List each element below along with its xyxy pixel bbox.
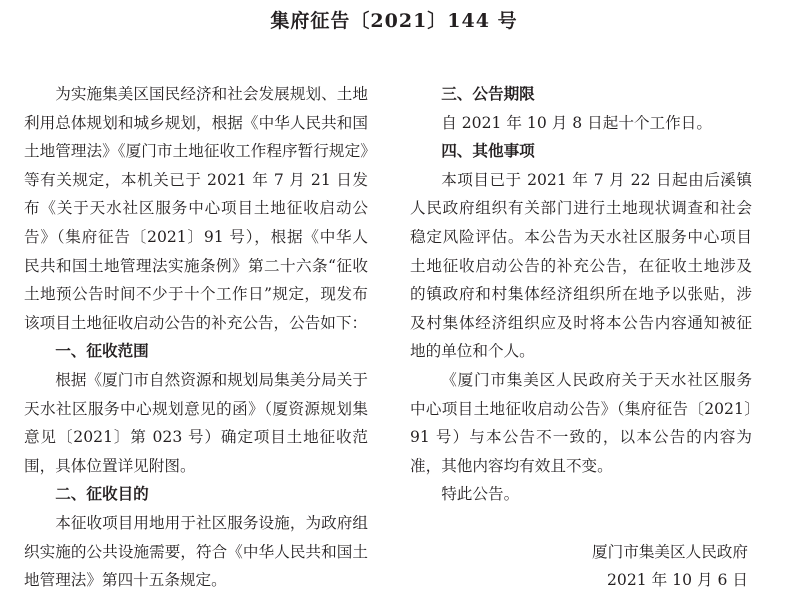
section-paragraph-period: 自 2021 年 10 月 8 日起十个工作日。 — [441, 113, 712, 132]
left-column — [24, 80, 368, 595]
section-paragraph-scope: 根据《厦门市自然资源和规划局集美分局关于天水社区服务中心规划意见的函》（厦资源规划集意见〔2021〕第 023 号）确定项目土地征收范围，具体位置详见附图。 — [24, 370, 368, 475]
document-number: 集府征告〔2021〕144 号 — [270, 10, 518, 32]
closing-statement: 特此公告。 — [441, 485, 520, 504]
section-paragraph-purpose: 本征收项目用地用于社区服务设施，为政府组织实施的公共设施需要，符合《中华人民共和国土地管理法》第四十五条规定。 — [24, 513, 368, 590]
section-heading-other: 四、其他事项 — [441, 141, 535, 161]
section-paragraph-other-1: 本项目已于 2021 年 7 月 22 日起由后溪镇人民政府组织有关部门进行土地现状调查和社会稳定风险评估。本公告为天水社区服务中心项目土地征收启动公告的补充公告，在征收土地涉及的镇政府和村集体经济组织所在地予以张贴，涉及村集体经济组织应及时将本公告内容通知被征地的单位和个人。 — [410, 170, 752, 361]
section-heading-scope: 一、征收范围 — [55, 341, 149, 361]
signature-date: 2021 年 10 月 6 日 — [606, 571, 748, 589]
section-heading-purpose: 二、征收目的 — [55, 484, 149, 504]
section-paragraph-other-2: 《厦门市集美区人民政府关于天水社区服务中心项目土地征收启动公告》（集府征告〔2021〕91 号）与本公告不一致的，以本公告的内容为准，其他内容均有效且不变。 — [410, 370, 752, 475]
section-heading-period: 三、公告期限 — [441, 84, 535, 103]
intro-paragraph: 为实施集美区国民经济和社会发展规划、土地利用总体规划和城乡规划，根据《中华人民共和国土地管理法》《厦门市土地征收工作程序暂行规定》等有关规定，本机关已于 2021 年 7 月 21 日发布《关于天水社区服务中心项目土地征收启动公告》（集府征告〔2021〕91 号），根据《中华人民共和国土地管理法实施条例》第二十六条“征收土地预公告时间不少于十个工作日”规定，现发布该项目土地征收启动公告的补充公告，公告如下： — [24, 85, 368, 332]
right-column — [410, 80, 752, 509]
signature-organization: 厦门市集美区人民政府 — [592, 543, 748, 561]
